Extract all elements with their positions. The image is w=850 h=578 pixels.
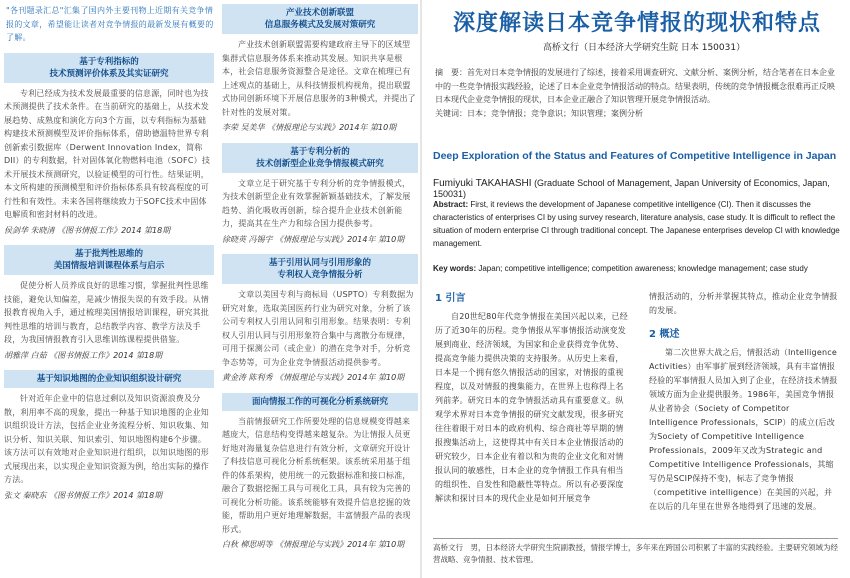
body-column-2 — [649, 290, 839, 514]
article-heading: 基于专利分析的 技术创新型企业竞争情报模式研究 — [222, 143, 418, 173]
section-body: 自20世纪80年代竞争情报在美国兴起以来，已经历了近30年的历程。竞争情报从军事情报活动演变发展到商业、经济领域，为国家和企业获得竞争优势、提高竞争能力提供决策的支持服务。从历史上来看，日本是一个拥有悠久情报活动的国家，对情报的重视程度，以及对情报的搜集能力，在世界上也称得上名列前茅。研究日本的竞争情报活动具有重要意义。纵观学术界对日本竞争情报的研究文献发现，很多研究往往着眼于对日本的政府机构、综合商社等早期的情报搜集活动上，这使得其中有关日本企业情报活动的研究较少，日本企业有着以和为贵的企业文化和对情报认同的敏感性，日本企业的竞争情报工作具有相当的组织性、自发性和隐蔽性等特点。所以有必要深度解读和探讨日本的现代企业是如何开展竞争 — [435, 312, 628, 503]
keywords-cn: 关键词：日本；竞争情报；竞争意识；知识管理；案例分析 — [435, 108, 643, 118]
abstract-label: Abstract: — [433, 200, 469, 209]
abstract-cn-text: 摘 要：首先对日本竞争情报的发展进行了综述，接着采用调查研究、文献分析、案例分析，结合笔者在日本企业中的一些竞争情报实践经验，论述了日本企业竞争情报活动的特点。结果表明，传统的竞争情报概念很难再正反映日本现代企业竞争情报的现状，日本企业正融合了知识管理开展竞争情报活动。 — [435, 68, 835, 104]
author-name-en: Fumiyuki TAKAHASHI — [433, 178, 532, 189]
article-body: 文章立足于研究基于专利分析的竞争情报模式，为技术创新型企业有效掌握新颖基础技术，了解发展趋势、消化吸收再创新，综合提升企业技术创新能力，提高其在生产力和综合国力提供参考。 — [222, 178, 411, 228]
article-citation: 胡雅萍 白茹 《图书情报工作》2014 第18期 — [4, 350, 163, 360]
page-divider — [420, 0, 422, 578]
article-heading: 基于引用认同与引用形象的 专利权人竞争情报分析 — [222, 254, 418, 284]
author-footnote: 高桥文行 男，日本经济大学研究生院副教授，情报学博士，多年来在跨国公司积累了丰富的实践经验。主要研究领域为经营战略、竞争情报、技术管理。 — [433, 543, 838, 564]
article-heading: 基于批判性思维的 美国情报培训课程体系与启示 — [4, 245, 214, 275]
abstract-en-text: First, it reviews the development of Japanese competitive intelligence (CI). Then it discusses the characteristics of enterprises CI by using survey research, literature analysis, case study. It is difficult to reflect the situation of modern enterprise CI through traditional concept. The Japanese enterprises develop CI with knowledge management. — [433, 200, 840, 248]
article-citation: 黄金涛 陈利秀 《情报理论与实践》2014年 第10期 — [222, 373, 405, 382]
article-citation: 张文 秦晓东 《图书情报工作》2014 第18期 — [4, 490, 163, 500]
article-citation: 白秋 柳思明等 《情报理论与实践》2014年 第10期 — [222, 540, 405, 549]
article-title-cn: 深度解读日本竞争情报的现状和特点 — [453, 10, 822, 36]
author-line-cn: 高桥文行（日本经济大学研究生院 日本 150031） — [543, 43, 746, 53]
article-body: 促使分析人员养成良好的思维习惯，掌握批判性思维技能，避免认知偏差，是减少情报失误的有效手段。从情报教育视角入手，通过梳理美国情报培训课程，研究其批判性思维的培训与教育，总结教学内容、教学方法及手段，为我国情报教育引入思维训练课程提供借鉴。 — [4, 281, 209, 344]
article-citation: 徐晓英 冯锡宇 《情报理论与实践》2014年 第10期 — [222, 234, 405, 244]
right-page — [423, 0, 850, 578]
abstract-cn — [435, 66, 840, 120]
section-heading: 2 概述 — [649, 329, 680, 340]
footnote-rule — [433, 538, 838, 539]
left-column-2 — [222, 0, 418, 552]
body-column-1 — [435, 290, 631, 506]
keywords-en — [433, 262, 841, 275]
abstract-en — [433, 198, 841, 250]
section-body: 第二次世界大战之后，情报活动（Intelligence Activities）由军事扩展到经济领域，具有丰富情报经验的军事情报人员加入到了企业，在经济技术情报领域方面为企业提供服务。1986年，美国竞争情报从业者协会（Society of Competitor Intelligence Professionals，SCIP）的成立(后改为Society of Competitive Intelligence Professionals，2009年又改为Strategic and Competitive Intelligence Professionals，其缩写仍是SCIP保持不变)，标志了竞争情报（competitive intelligence）在美国的兴起，并在以后的几年里在世界各地得到了迅速的发展。 — [649, 348, 838, 511]
article-body: 产业技术创新联盟需要构建政府主导下的区域型集群式信息服务体系来推动其发展。知识共享是根本，社会信息服务资源整合是途径。文章在梳理已有上述观点的基础上，从科技情报机构视角，提出联盟式协同创新环境下开展信息服务的3种模式，并提出了针对性的发展对策。 — [222, 40, 416, 117]
section-heading: 1 引言 — [435, 293, 466, 304]
article-citation: 李荣 吴美华 《情报理论与实践》2014年 第10期 — [222, 123, 397, 132]
keywords-en-text: Japan; competitive intelligence; competition awareness; knowledge management; case study — [478, 264, 808, 273]
article-citation: 侯剑华 朱晓清 《图书情报工作》2014 第18期 — [4, 225, 171, 235]
article-body: 专利已经成为技术发展最重要的信息源，同时也为技术预测提供了技术条件。在当前研究的基础上，从技术发展趋势、成熟度和演化方向3个方面，以专利指标为基础构建技术预测模型及评价指标体系，借助德温特世界专利创新索引数据库（Derwent Innovation Index，简称DII）的专利数据，针对固体氧化物燃料电池（SOFC）技术开展技术预测研究，以验证模型的可行性。结果证明，本文所构建的预测模型和评价指标体系具有较高程度的可行性和有效性。未来各国将继续致力于SOFC技术中固体电解质和密封材料的改进。 — [4, 88, 211, 219]
article-heading: 产业技术创新联盟 信息服务模式及发展对策研究 — [222, 4, 418, 34]
article-body: 当前情报研究工作所要处理的信息规模变得越来越庞大，信息结构变得越来越复杂。为让情报人员更好地对海量复杂信息进行有效分析，文章研究开设计了科技信息可视化分析系统框架。该系统采用基于组件的体系架构，使用统一的元数据标准和接口标准，融合了数据挖掘工具与可视化工具，具有较为完善的可视化分析功能。该系统能够有效提升信息挖掘的效能，帮助用户更好地理解数据，丰富情报产品的表现形式。 — [222, 416, 411, 534]
article-heading: 面向情报工作的可视化分析系统研究 — [222, 393, 418, 411]
article-heading: 基于专利指标的 技术预测评价体系及其实证研究 — [4, 53, 214, 83]
article-body: 文章以美国专利与商标局（USPTO）专利数据为研究对象，选取美国医药行业为研究对象，分析了该公司专利权人引用认同和引用形象。结果表明：专利权人引用认同与引用形象符合集中与离散分布规律，可用于探测公司（或企业）的潜在竞争对手，分析竞争态势等，可为企业竞争情报活动提供参考。 — [222, 290, 414, 367]
section-body-continued: 情报活动的，分析并掌握其特点，推动企业竞争情报的发展。 — [649, 292, 838, 315]
author-affiliation-en: (Graduate School of Management, Japan University of Economics, Japan, 150031) — [433, 178, 830, 199]
article-heading: 基于知识地图的企业知识组织设计研究 — [4, 370, 214, 388]
left-column-1 — [4, 0, 214, 502]
keywords-label: Key words: — [433, 264, 477, 273]
article-body: 针对近年企业中的信息过剩以及知识资源浪费及分散，利用率不高的现象，提出一种基于知识地图的企业知识组织设计方法，包括企业业务流程分析、知识收集、知识分析、知识关联、知识索引、知识地图构建6个步骤。该方法可以有效地对企业知识进行组织，以知识地图的形式展现出来，以实现企业知识资源为例，给出实际的操作方法。 — [4, 394, 209, 484]
author-line-en — [433, 178, 850, 199]
article-title-en: Deep Exploration of the Status and Features of Competitive Intelligence in Japan — [433, 150, 837, 162]
left-page — [0, 0, 420, 578]
intro-text: "各刊题录汇总"汇集了国内外主要刊物上近期有关竞争情报的文章，希望能让读者对竞争情报的最新发展有概要的了解。 — [6, 6, 214, 42]
